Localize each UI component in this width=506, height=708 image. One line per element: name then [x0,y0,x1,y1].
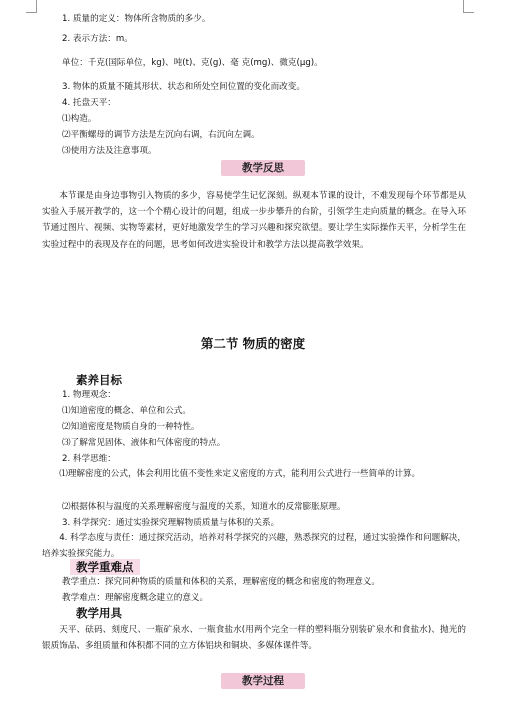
crop-mark-top-left [26,0,37,13]
section-title: 第二节 物质的密度 [200,336,306,351]
literacy-line-3: ⑵知道密度是物质自身的一种特性。 [62,422,200,432]
balance-item: 4. 托盘天平： [62,98,116,108]
literacy-goals-heading: 素养目标 [76,373,122,387]
literacy-line-5: 2. 科学思维： [62,454,116,464]
key-points-line-2: 教学难点：理解密度概念建立的意义。 [62,593,209,603]
crop-mark-top-right [463,0,474,13]
balance-structure-item: ⑴构造。 [62,114,97,124]
literacy-line-7: 3. 科学探究：通过实验探究理解物质质量与体积的关系。 [62,518,280,528]
balance-usage-item: ⑶使用方法及注意事项。 [62,146,157,156]
key-points-heading: 教学重难点 [70,559,140,575]
literacy-paragraph-2: 4. 科学态度与责任：通过探究活动，培养对科学探究的兴趣，熟悉探究的过程，通过实验操作和问题解决，培养实验探究能力。 [42,533,466,559]
literacy-line-4: ⑶了解常见固体、液体和气体密度的特点。 [62,438,226,448]
reflection-paragraph: 本节课是由身边事物引入物质的多少，容易使学生记忆深刻。纵观本节课的设计，不难发现每个环节都是从实验入手展开教学的，这一个个精心设计的问题，组成一步步攀升的台阶，引领学生走向质量的概念。在导入环节通过图片、视频、实物等素材，更好地激发学生的学习兴趣和探究欲望。要让学生实际操作天平，分析学生在实验过程中的表现及存在的问题，思考如何改进实验设计和教学方法以提高教学效果。 [42,191,466,250]
teaching-tools-paragraph: 天平、砝码、刻度尺、一瓶矿泉水、一瓶食盐水(用两个完全一样的塑料瓶分别装矿泉水和食盐水)、抛光的银质饰品、多组质量和体积都不同的立方体铝块和铜块、多媒体课件等。 [42,625,466,651]
literacy-line-6: ⑵根据体积与温度的关系理解密度与温度的关系，知道水的反常膨胀原理。 [62,502,346,512]
key-points-line-1: 教学重点：探究同种物质的质量和体积的关系，理解密度的概念和密度的物理意义。 [62,577,380,587]
literacy-paragraph-1: ⑴理解密度的公式，体会利用比值不变性来定义密度的方式，能利用公式进行一些简单的计算。 [59,469,421,479]
notation-item: 2. 表示方法：m。 [62,34,133,44]
teaching-tools-heading: 教学用具 [76,606,122,620]
reflection-heading: 教学反思 [221,160,305,176]
literacy-line-1: 1. 物理观念： [62,390,116,400]
mass-invariance-item: 3. 物体的质量不随其形状、状态和所处空间位置的变化而改变。 [62,82,305,92]
mass-definition-item: 1. 质量的定义：物体所含物质的多少。 [62,14,211,24]
units-line: 单位：千克(国际单位，kg)、吨(t)、克(g)、毫 克(mg)、微克(μg)。 [62,58,323,68]
literacy-line-2: ⑴知道密度的概念、单位和公式。 [62,406,191,416]
teaching-process-heading: 教学过程 [221,673,305,689]
balance-adjust-item: ⑵平衡螺母的调节方法是左沉向右调，右沉向左调。 [62,130,260,140]
